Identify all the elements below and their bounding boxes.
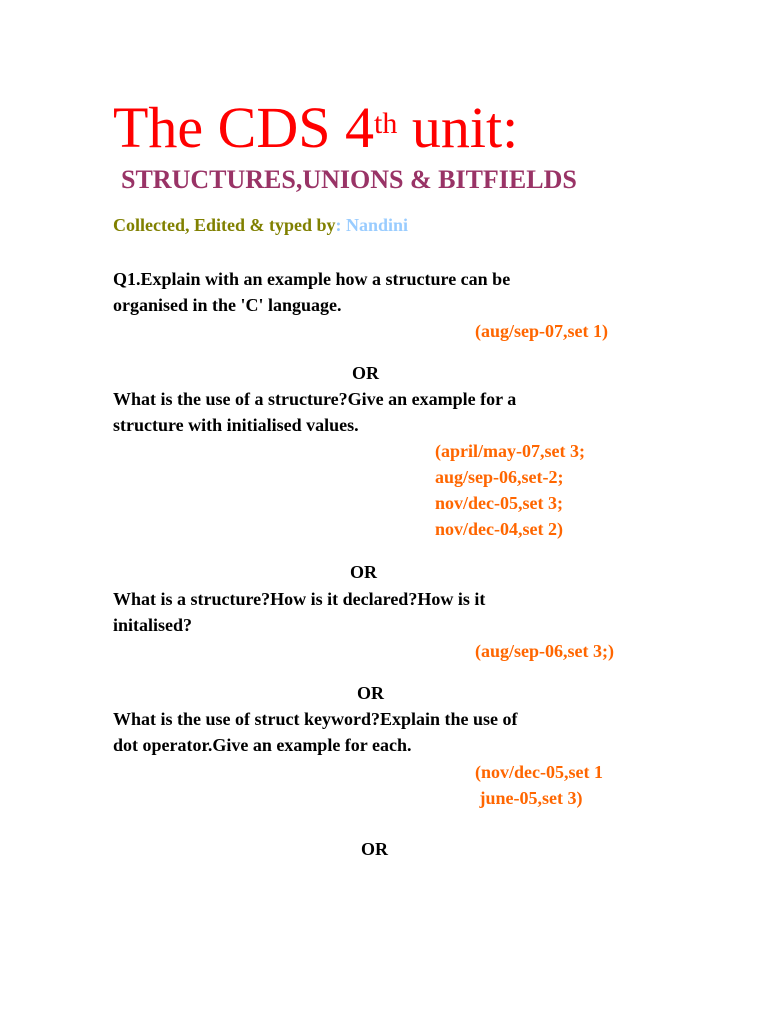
page-subtitle: STRUCTURES,UNIONS & BITFIELDS [121,165,577,194]
question-2-reference-line-4: nov/dec-04,set 2) [435,519,563,539]
question-3-line-2: initalised? [113,615,193,635]
question-2-reference [435,438,585,542]
question-4-reference [475,759,603,811]
or-separator-3: OR [357,683,384,703]
question-1-reference: (aug/sep-07,set 1) [475,321,608,341]
title-suffix: unit: [397,95,519,160]
question-2-reference-line-3: nov/dec-05,set 3; [435,493,563,513]
question-3-reference: (aug/sep-06,set 3;) [475,641,614,661]
question-2-reference-line-2: aug/sep-06,set-2; [435,467,564,487]
credit-label: Collected, Edited & typed by [113,215,336,235]
question-1-line-2: organised in the 'C' language. [113,295,342,315]
question-2 [113,386,653,438]
question-2-line-1: What is the use of a structure?Give an example for a [113,389,517,409]
page-title [113,96,518,160]
question-4-line-1: What is the use of struct keyword?Explain the use of [113,709,518,729]
credit-name: Nandini [346,215,409,235]
title-text: The CDS 4 [113,95,374,160]
question-4-line-2: dot operator.Give an example for each. [113,735,412,755]
question-2-line-2: structure with initialised values. [113,415,359,435]
question-4-reference-line-1: (nov/dec-05,set 1 [475,762,603,782]
or-separator-1: OR [352,363,379,383]
question-3-line-1: What is a structure?How is it declared?How is it [113,589,486,609]
title-superscript: th [374,107,398,140]
credit-colon: : [335,215,346,235]
question-1-line-1: Q1.Explain with an example how a structure can be [113,269,511,289]
question-2-reference-line-1: (april/may-07,set 3; [435,441,585,461]
question-4-reference-line-2: june-05,set 3) [475,788,583,808]
question-3 [113,586,653,638]
question-1 [113,266,653,318]
or-separator-2: OR [350,562,377,582]
question-4 [113,706,653,758]
credit-line [113,214,408,236]
or-separator-4: OR [361,839,388,859]
